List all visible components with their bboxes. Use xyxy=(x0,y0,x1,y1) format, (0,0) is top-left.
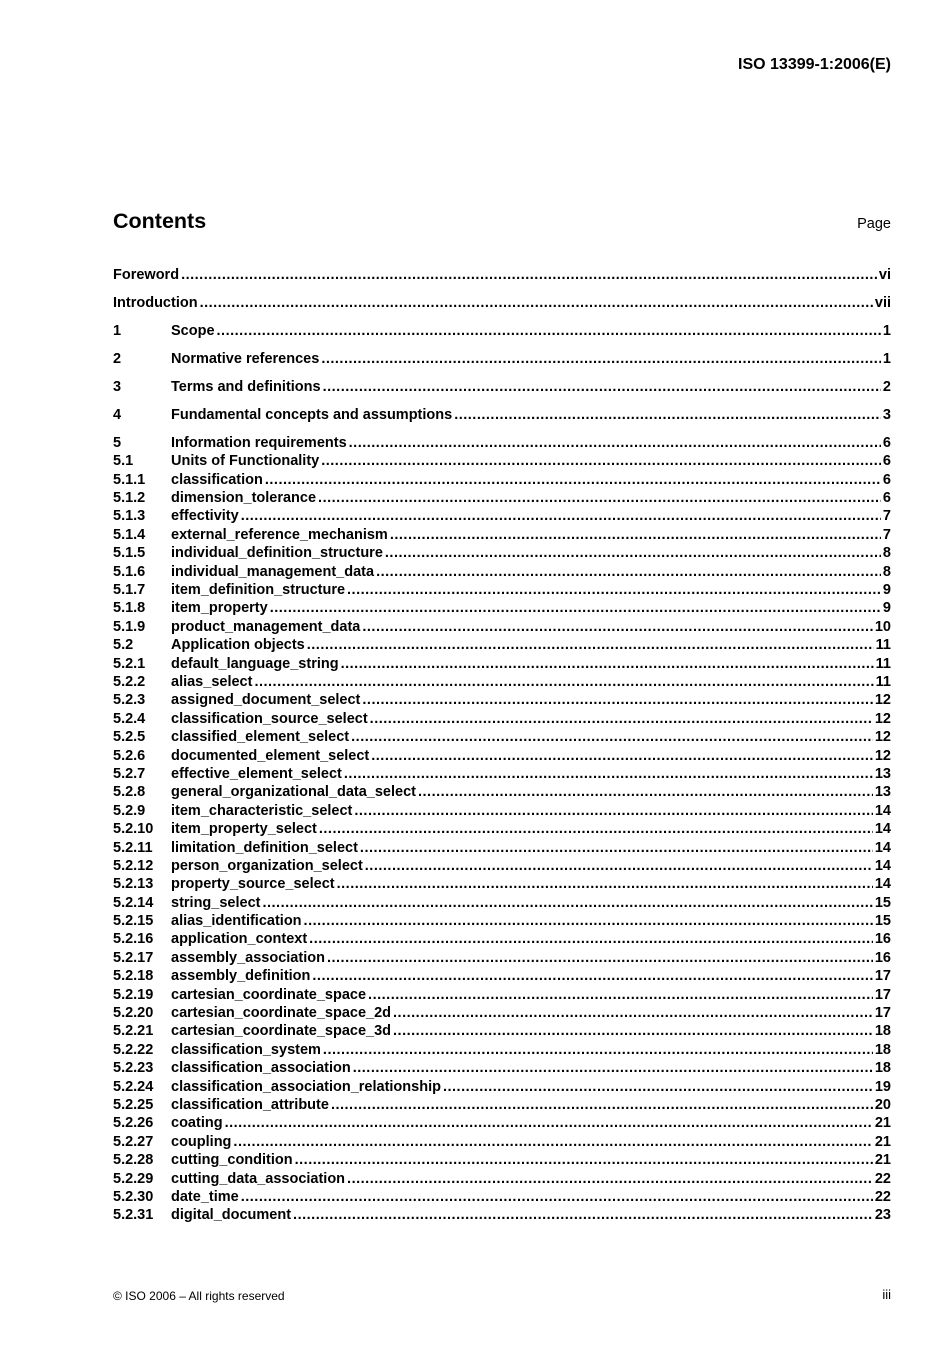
toc-dot-leader xyxy=(393,1004,873,1022)
toc-dot-leader xyxy=(344,765,873,783)
toc-entry[interactable] xyxy=(113,857,891,875)
toc-dot-leader xyxy=(354,802,872,820)
toc-entry-number: 5.1.6 xyxy=(113,563,146,580)
toc-entry-number: 5.2.26 xyxy=(113,1115,154,1132)
toc-entry-page: 21 xyxy=(874,1152,891,1169)
toc-dot-leader xyxy=(349,434,881,452)
toc-dot-leader xyxy=(241,1188,873,1206)
toc-entry[interactable] xyxy=(113,1041,891,1059)
toc-dot-leader xyxy=(200,294,873,312)
toc-entry[interactable] xyxy=(113,294,891,312)
toc-dot-leader xyxy=(304,912,873,930)
toc-dot-leader xyxy=(365,857,873,875)
toc-entry-title: dimension_tolerance xyxy=(171,490,317,507)
toc-entry[interactable] xyxy=(113,673,891,691)
toc-entry-title: Introduction xyxy=(113,294,198,311)
toc-dot-leader xyxy=(370,710,873,728)
toc-dot-leader xyxy=(360,839,873,857)
toc-entry[interactable] xyxy=(113,949,891,967)
toc-entry-page: vi xyxy=(878,267,891,283)
toc-entry-title: product_management_data xyxy=(171,618,361,635)
toc-entry[interactable] xyxy=(113,489,891,507)
toc-entry-number: 5.1.9 xyxy=(113,618,146,635)
toc-entry-page: 14 xyxy=(874,802,891,819)
toc-entry[interactable] xyxy=(113,636,891,654)
toc-entry-title: Information requirements xyxy=(171,434,347,451)
toc-entry[interactable] xyxy=(113,710,891,728)
toc-entry-page: 18 xyxy=(874,1023,891,1040)
toc-dot-leader xyxy=(351,728,873,746)
toc-dot-leader xyxy=(418,783,873,801)
toc-entry-title: application_context xyxy=(171,931,308,948)
toc-entry[interactable] xyxy=(113,322,891,340)
toc-entry-number: 5.2.24 xyxy=(113,1078,154,1095)
toc-entry-number: 5.1.1 xyxy=(113,471,146,488)
toc-entry-title: Normative references xyxy=(171,350,320,367)
toc-dot-leader xyxy=(371,747,873,765)
toc-entry-number: 3 xyxy=(113,378,122,395)
toc-dot-leader xyxy=(254,673,873,691)
toc-entry-title: default_language_string xyxy=(171,655,339,672)
toc-entry-number: 5.2.20 xyxy=(113,1005,154,1022)
toc-entry-number: 5.2.31 xyxy=(113,1207,154,1224)
toc-entry-title: cartesian_coordinate_space xyxy=(171,986,367,1003)
toc-entry-title: item_property xyxy=(171,600,268,617)
toc-entry[interactable] xyxy=(113,434,891,452)
toc-entry-number: 5.2.6 xyxy=(113,747,146,764)
toc-entry-number: 5.1.5 xyxy=(113,545,146,562)
toc-entry-page: 7 xyxy=(882,526,891,543)
toc-entry-page: 16 xyxy=(874,931,891,948)
toc-entry-page: 21 xyxy=(874,1133,891,1150)
toc-entry-number: 5.2.3 xyxy=(113,692,146,709)
toc-entry-page: 1 xyxy=(882,350,891,367)
toc-entry-number: 5.2.7 xyxy=(113,765,146,782)
toc-entry-title: external_reference_mechanism xyxy=(171,526,388,543)
toc-dot-leader xyxy=(295,1151,873,1169)
toc-entry[interactable] xyxy=(113,350,891,368)
toc-dot-leader xyxy=(225,1114,873,1132)
toc-entry-number: 5.2.1 xyxy=(113,655,146,672)
toc-entry-page: 11 xyxy=(875,637,891,654)
toc-dot-leader xyxy=(337,875,873,893)
toc-entry-number: 5.2.27 xyxy=(113,1133,154,1150)
toc-dot-leader xyxy=(312,967,872,985)
toc-entry-number: 5.2.29 xyxy=(113,1170,154,1187)
toc-entry-number: 5.2.9 xyxy=(113,802,146,819)
toc-entry-title: classification_system xyxy=(171,1041,321,1058)
toc-entry[interactable] xyxy=(113,747,891,765)
toc-entry[interactable] xyxy=(113,1114,891,1132)
toc-dot-leader xyxy=(262,894,872,912)
toc-entry-number: 2 xyxy=(113,350,122,367)
toc-entry-number: 5 xyxy=(113,434,122,451)
toc-entry-title: assigned_document_select xyxy=(171,692,361,709)
toc-entry-title: Fundamental concepts and assumptions xyxy=(171,406,453,423)
toc-entry[interactable] xyxy=(113,728,891,746)
toc-entry[interactable] xyxy=(113,563,891,581)
toc-entry[interactable] xyxy=(113,581,891,599)
contents-heading: Contents xyxy=(113,209,207,233)
toc-entry-number: 5.2 xyxy=(113,637,134,654)
toc-entry-page: 8 xyxy=(882,563,891,580)
toc-entry-page: 12 xyxy=(874,710,891,727)
toc-entry-title: string_select xyxy=(171,894,261,911)
toc-entry[interactable] xyxy=(113,839,891,857)
toc-entry[interactable] xyxy=(113,1059,891,1077)
toc-dot-leader xyxy=(293,1206,873,1224)
toc-entry[interactable] xyxy=(113,406,891,424)
toc-entry-title: individual_definition_structure xyxy=(171,545,383,562)
toc-entry-page: 23 xyxy=(874,1207,891,1224)
toc-entry-number: 5.2.22 xyxy=(113,1041,154,1058)
toc-entry-page: 9 xyxy=(882,600,891,617)
toc-entry[interactable] xyxy=(113,967,891,985)
toc-dot-leader xyxy=(347,581,881,599)
toc-entry-title: classification_attribute xyxy=(171,1096,329,1113)
toc-entry-number: 5.1.4 xyxy=(113,526,146,543)
toc-entry-page: 17 xyxy=(874,1005,891,1022)
toc-entry-title: coupling xyxy=(171,1133,232,1150)
footer-copyright: © ISO 2006 – All rights reserved xyxy=(113,1289,285,1303)
toc-entry-page: 13 xyxy=(874,765,891,782)
toc-entry[interactable] xyxy=(113,378,891,396)
toc-entry-title: classification xyxy=(171,471,263,488)
toc-entry[interactable] xyxy=(113,618,891,636)
toc-entry[interactable] xyxy=(113,266,891,284)
toc-entry-title: classification_association xyxy=(171,1060,351,1077)
toc-entry-title: date_time xyxy=(171,1188,239,1205)
toc-entry-page: 15 xyxy=(874,894,891,911)
toc-entry[interactable] xyxy=(113,1206,891,1224)
toc-entry-title: cutting_data_association xyxy=(171,1170,346,1187)
toc-entry-page: 22 xyxy=(874,1188,891,1205)
toc-entry-title: individual_management_data xyxy=(171,563,375,580)
toc-dot-leader xyxy=(265,471,881,489)
toc-entry-page: 8 xyxy=(882,545,891,562)
toc-entry-title: item_property_select xyxy=(171,821,317,838)
toc-entry-number: 5.2.23 xyxy=(113,1060,154,1077)
toc-entry-title: cutting_condition xyxy=(171,1152,293,1169)
toc-entry[interactable] xyxy=(113,820,891,838)
toc-entry-page: 17 xyxy=(874,986,891,1003)
toc-entry[interactable] xyxy=(113,894,891,912)
toc-entry-page: 11 xyxy=(875,673,891,690)
toc-entry-page: 6 xyxy=(882,471,891,488)
toc-entry-number: 5.2.11 xyxy=(113,839,153,856)
toc-entry-page: 16 xyxy=(874,949,891,966)
toc-entry[interactable] xyxy=(113,599,891,617)
toc-entry-page: 19 xyxy=(874,1078,891,1095)
toc-entry-number: 5.2.25 xyxy=(113,1096,154,1113)
toc-dot-leader xyxy=(233,1133,872,1151)
toc-dot-leader xyxy=(362,618,873,636)
toc-entry[interactable] xyxy=(113,1022,891,1040)
toc-entry-number: 4 xyxy=(113,406,122,423)
toc-entry-title: cartesian_coordinate_space_3d xyxy=(171,1023,392,1040)
toc-entry[interactable] xyxy=(113,802,891,820)
toc-dot-leader xyxy=(309,930,873,948)
toc-entry-title: assembly_association xyxy=(171,949,325,966)
toc-entry-page: 20 xyxy=(874,1096,891,1113)
toc-entry-number: 5.2.19 xyxy=(113,986,154,1003)
toc-entry[interactable] xyxy=(113,655,891,673)
toc-entry-number: 5.2.15 xyxy=(113,913,154,930)
toc-entry-page: 21 xyxy=(874,1115,891,1132)
toc-entry-page: vii xyxy=(874,294,891,311)
toc-dot-leader xyxy=(270,599,881,617)
toc-entry[interactable] xyxy=(113,452,891,470)
toc-entry-number: 5.2.28 xyxy=(113,1152,154,1169)
toc-dot-leader xyxy=(323,1041,873,1059)
toc-entry-title: documented_element_select xyxy=(171,747,370,764)
toc-dot-leader xyxy=(393,1022,873,1040)
toc-entry-page: 6 xyxy=(882,434,891,451)
toc-dot-leader xyxy=(331,1096,873,1114)
toc-entry-title: effective_element_select xyxy=(171,765,342,782)
toc-entry[interactable] xyxy=(113,544,891,562)
toc-entry[interactable] xyxy=(113,526,891,544)
toc-entry-title: Terms and definitions xyxy=(171,378,321,395)
toc-dot-leader xyxy=(454,406,881,424)
toc-entry-title: Units of Functionality xyxy=(171,453,320,470)
toc-entry-title: Application objects xyxy=(171,637,305,654)
toc-entry-title: Foreword xyxy=(113,267,180,283)
toc-entry[interactable] xyxy=(113,471,891,489)
toc-entry-page: 2 xyxy=(882,378,891,395)
toc-entry-number: 5.2.21 xyxy=(113,1023,154,1040)
toc-entry[interactable] xyxy=(113,1188,891,1206)
toc-entry-number: 5.2.8 xyxy=(113,784,146,801)
toc-entry-number: 1 xyxy=(113,322,122,339)
toc-entry-number: 5.1.7 xyxy=(113,582,146,599)
toc-entry-title: alias_select xyxy=(171,673,253,690)
toc-entry-number: 5.1 xyxy=(113,453,134,470)
toc-dot-leader xyxy=(385,544,881,562)
toc-entry-title: effectivity xyxy=(171,508,239,525)
toc-dot-leader xyxy=(319,820,873,838)
toc-entry[interactable] xyxy=(113,930,891,948)
toc-entry-number: 5.2.5 xyxy=(113,729,146,746)
toc-entry-title: classified_element_select xyxy=(171,729,350,746)
toc-dot-leader xyxy=(376,563,881,581)
toc-dot-leader xyxy=(443,1078,873,1096)
toc-dot-leader xyxy=(341,655,874,673)
toc-entry-title: item_definition_structure xyxy=(171,582,346,599)
toc-entry[interactable] xyxy=(113,691,891,709)
toc-dot-leader xyxy=(307,636,874,654)
toc-dot-leader xyxy=(368,986,873,1004)
toc-dot-leader xyxy=(347,1170,873,1188)
toc-dot-leader xyxy=(323,378,881,396)
toc-entry-title: property_source_select xyxy=(171,876,335,893)
toc-entry-page: 14 xyxy=(874,821,891,838)
toc-entry-number: 5.1.8 xyxy=(113,600,146,617)
toc-entry-page: 6 xyxy=(882,490,891,507)
toc-entry[interactable] xyxy=(113,986,891,1004)
toc-entry[interactable] xyxy=(113,1078,891,1096)
table-of-contents xyxy=(113,266,891,1225)
toc-entry[interactable] xyxy=(113,765,891,783)
toc-entry-number: 5.2.17 xyxy=(113,949,154,966)
toc-entry[interactable] xyxy=(113,1133,891,1151)
toc-entry-title: general_organizational_data_select xyxy=(171,784,416,801)
toc-entry[interactable] xyxy=(113,783,891,801)
toc-dot-leader xyxy=(353,1059,873,1077)
toc-entry[interactable] xyxy=(113,1151,891,1169)
toc-entry-title: item_characteristic_select xyxy=(171,802,353,819)
toc-entry-page: 7 xyxy=(882,508,891,525)
toc-dot-leader xyxy=(327,949,873,967)
toc-entry-title: person_organization_select xyxy=(171,857,363,874)
toc-entry-page: 17 xyxy=(874,968,891,985)
toc-dot-leader xyxy=(321,350,881,368)
toc-entry-title: coating xyxy=(171,1115,223,1132)
toc-entry-number: 5.2.4 xyxy=(113,710,146,727)
toc-entry-number: 5.1.2 xyxy=(113,490,146,507)
toc-entry[interactable] xyxy=(113,912,891,930)
toc-entry-page: 15 xyxy=(874,913,891,930)
toc-entry[interactable] xyxy=(113,507,891,525)
toc-dot-leader xyxy=(181,266,877,284)
toc-entry-title: limitation_definition_select xyxy=(171,839,358,856)
toc-entry-number: 5.2.18 xyxy=(113,968,154,985)
toc-entry-title: cartesian_coordinate_space_2d xyxy=(171,1005,392,1022)
toc-entry-page: 1 xyxy=(882,322,891,339)
toc-dot-leader xyxy=(318,489,881,507)
toc-dot-leader xyxy=(321,452,881,470)
toc-entry-title: digital_document xyxy=(171,1207,292,1224)
toc-entry-page: 12 xyxy=(874,747,891,764)
toc-entry-title: assembly_definition xyxy=(171,968,311,985)
toc-entry-page: 18 xyxy=(874,1041,891,1058)
footer-page-number: iii xyxy=(882,1287,891,1302)
toc-entry-number: 5.2.12 xyxy=(113,857,154,874)
toc-entry-title: Scope xyxy=(171,322,215,339)
toc-entry-page: 18 xyxy=(874,1060,891,1077)
toc-entry-title: classification_association_relationship xyxy=(171,1078,441,1095)
toc-entry-page: 10 xyxy=(874,618,891,635)
toc-entry-number: 5.2.13 xyxy=(113,876,154,893)
toc-entry-page: 13 xyxy=(874,784,891,801)
toc-entry-page: 22 xyxy=(874,1170,891,1187)
toc-entry-number: 5.2.30 xyxy=(113,1188,154,1205)
toc-dot-leader xyxy=(241,507,881,525)
toc-entry-page: 9 xyxy=(882,582,891,599)
toc-entry-page: 6 xyxy=(882,453,891,470)
toc-entry-page: 3 xyxy=(882,406,891,423)
toc-entry-title: classification_source_select xyxy=(171,710,368,727)
toc-entry-page: 14 xyxy=(874,857,891,874)
toc-entry-number: 5.2.10 xyxy=(113,821,154,838)
toc-entry-title: alias_identification xyxy=(171,913,302,930)
toc-entry-page: 12 xyxy=(874,692,891,709)
document-id: ISO 13399-1:2006(E) xyxy=(738,56,891,73)
page-column-label: Page xyxy=(857,216,891,232)
toc-entry[interactable] xyxy=(113,1004,891,1022)
toc-dot-leader xyxy=(362,691,872,709)
toc-entry[interactable] xyxy=(113,1170,891,1188)
toc-dot-leader xyxy=(390,526,881,544)
toc-dot-leader xyxy=(217,322,881,340)
toc-entry[interactable] xyxy=(113,1096,891,1114)
toc-entry-number: 5.1.3 xyxy=(113,508,146,525)
toc-entry-number: 5.2.16 xyxy=(113,931,154,948)
toc-entry-page: 14 xyxy=(874,876,891,893)
toc-entry-page: 14 xyxy=(874,839,891,856)
toc-entry-page: 11 xyxy=(875,655,891,672)
toc-entry-page: 12 xyxy=(874,729,891,746)
toc-entry[interactable] xyxy=(113,875,891,893)
toc-entry-number: 5.2.14 xyxy=(113,894,154,911)
toc-entry-number: 5.2.2 xyxy=(113,673,146,690)
